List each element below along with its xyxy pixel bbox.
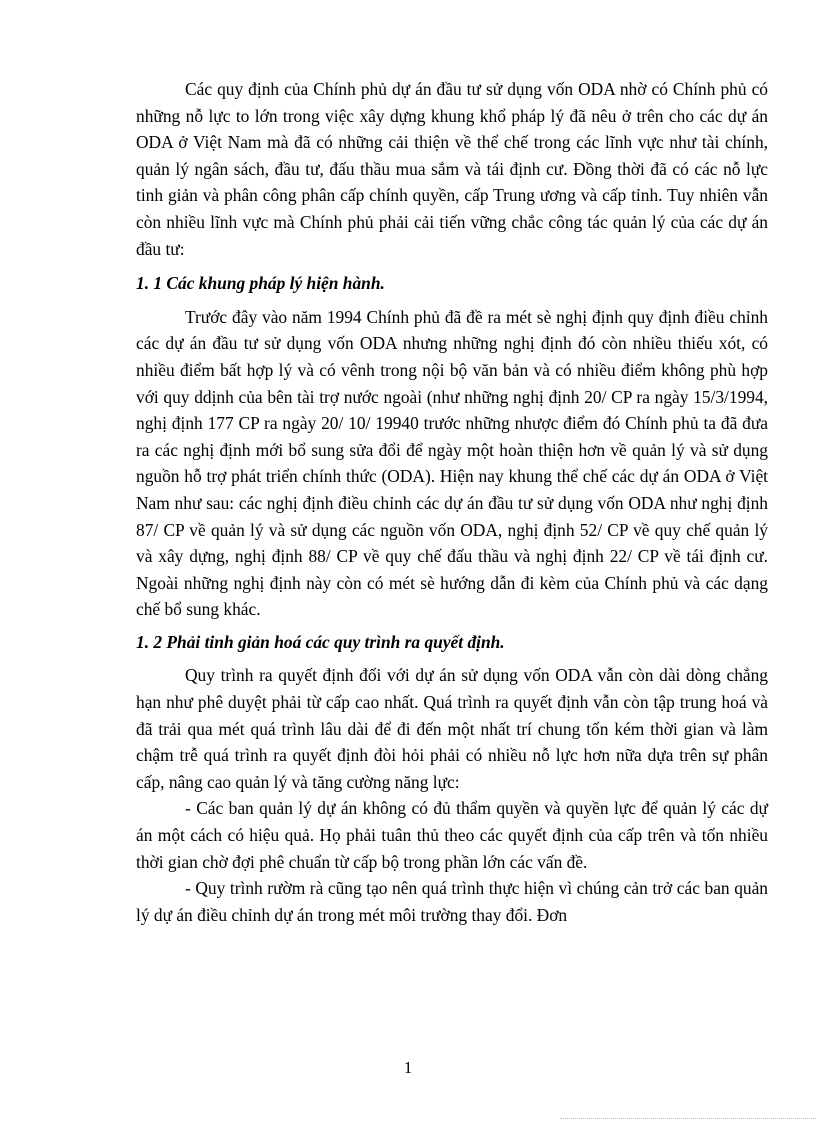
document-page <box>136 76 768 928</box>
intro-paragraph: Các quy định của Chính phủ dự án đầu tư sử dụng vốn ODA nhờ có Chính phủ có những nỗ lực to lớn trong việc xây dựng khung khổ pháp lý đã nêu ở trên cho các dự án ODA ở Việt Nam mà đã có những cải thiện về thể chế trong các lĩnh vực như tài chính, quản lý ngân sách, đầu tư, đấu thầu mua sắm và tái định cư. Đồng thời đã có các nỗ lực tinh giản và phân công phân cấp chính quyền, cấp Trung ương và cấp tỉnh. Tuy nhiên vẫn còn nhiều lĩnh vực mà Chính phủ phải cải tiến vững chắc công tác quản lý của các dự án đầu tư: <box>136 79 768 259</box>
bullet-item: - Các ban quản lý dự án không có đủ thẩm quyền và quyền lực để quản lý các dự án một cách có hiệu quả. Họ phải tuân thủ theo các quyết định của cấp trên và tốn nhiều thời gian chờ đợi phê chuẩn từ cấp bộ trong phần lớn các vấn đề. <box>136 798 768 872</box>
section-1-1-paragraph: Trước đây vào năm 1994 Chính phủ đã đề ra mét sè nghị định quy định điều chỉnh các dự án đầu tư sử dụng vốn ODA nhưng những nghị định đó còn nhiều thiếu xót, có nhiều điểm bất hợp lý và có vênh trong nội bộ văn bản và có nhiều điểm không phù hợp với quy ddịnh của bên tài trợ nước ngoài (như những nghị định 20/ CP ra ngày 15/3/1994, nghị định 177 CP ra ngày 20/ 10/ 19940 trước những nhược điểm đó Chính phủ ta đã đưa ra các nghị định mới bổ sung sửa đổi để ngày một hoàn thiện hơn về quản lý và sử dụng nguồn hỗ trợ phát triển chính thức (ODA). Hiện nay khung thể chế các dự án ODA ở Việt Nam như sau: các nghị định điều chỉnh các dự án đầu tư sử dụng vốn ODA như nghị định 87/ CP về quản lý và sử dụng các nguồn vốn ODA, nghị định 52/ CP về quy chế quản lý và xây dựng, nghị định 88/ CP về quy chế đấu thầu và nghị định 22/ CP về tái định cư. Ngoài những nghị định này còn có mét sè hướng dẫn đi kèm của Chính phủ và các dạng chế bổ sung khác. <box>136 306 768 620</box>
section-heading-1-2: 1. 2 Phải tinh giản hoá các quy trình ra quyết định. <box>136 631 505 652</box>
page-edge-divider <box>560 1118 816 1119</box>
section-heading-1-1: 1. 1 Các khung pháp lý hiện hành. <box>136 273 385 294</box>
bullet-item: - Quy trình rườm rà cũng tạo nên quá trình thực hiện vì chúng cản trở các ban quản lý dự án điều chỉnh dự án trong mét môi trường thay đổi. Đơn <box>136 878 768 925</box>
section-1-2-paragraph: Quy trình ra quyết định đối với dự án sử dụng vốn ODA vẫn còn dài dòng chẳng hạn như phê duyệt phải từ cấp cao nhất. Quá trình ra quyết định vẫn còn tập trung hoá và đã trải qua mét quá trình lâu dài để đi đến một nhất trí chung tốn kém thời gian và làm chậm trễ quá trình ra quyết định đòi hỏi phải có nhiều nỗ lực hơn nữa dựa trên sự phân cấp, nâng cao quản lý và tăng cường năng lực: <box>136 665 768 792</box>
page-number: 1 <box>403 1058 413 1077</box>
